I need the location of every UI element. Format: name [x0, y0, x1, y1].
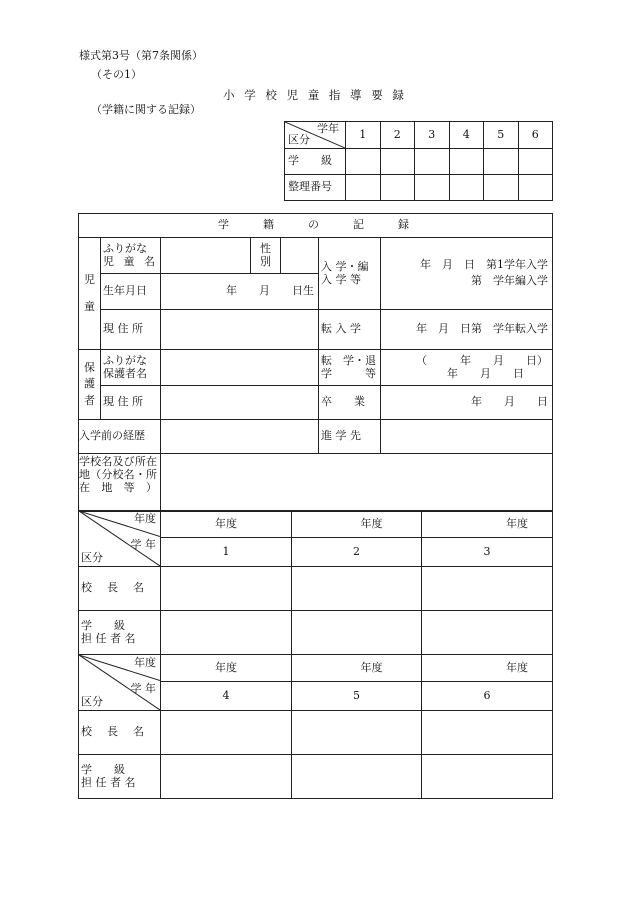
- grade-header-5: 5: [484, 122, 519, 149]
- year-header: 年度: [422, 655, 553, 682]
- transfer-in-field[interactable]: 年 月 日第 学年転入学: [381, 310, 553, 350]
- reference-number-cell[interactable]: [346, 175, 381, 201]
- sex-label: 性別: [251, 238, 281, 274]
- next-school-field[interactable]: [381, 420, 553, 454]
- principal-table-2: [78, 654, 553, 799]
- page-title: 小 学 校 児 童 指 導 要 録: [223, 88, 407, 102]
- child-address-field[interactable]: [161, 310, 319, 350]
- teacher-field[interactable]: [422, 611, 553, 655]
- teacher-field[interactable]: [161, 755, 292, 799]
- enrollment-record-table: [78, 213, 553, 512]
- teacher-field[interactable]: [292, 611, 422, 655]
- prior-history-label: 入学前の経歴: [79, 420, 161, 454]
- grade-header-6: 6: [518, 122, 553, 149]
- class-cell[interactable]: [346, 149, 381, 175]
- record-title: 学 籍 の 記 録: [79, 214, 553, 238]
- child-section-label: 児 童: [79, 238, 101, 350]
- principal-label: 校 長 名: [79, 711, 161, 755]
- grade-label: 1: [161, 538, 292, 567]
- next-school-label: 進 学 先: [319, 420, 381, 454]
- reference-number-label: 整理番号: [285, 175, 346, 201]
- class-cell[interactable]: [415, 149, 450, 175]
- class-cell[interactable]: [518, 149, 553, 175]
- grade-header-1: 1: [346, 122, 381, 149]
- reference-number-cell[interactable]: [449, 175, 484, 201]
- transfer-in-label: 転 入 学: [319, 310, 381, 350]
- principal-field[interactable]: [161, 567, 292, 611]
- grade-label: 3: [422, 538, 553, 567]
- school-name-field[interactable]: [161, 454, 553, 512]
- guardian-address-label: 現 住 所: [101, 386, 161, 420]
- principal-field[interactable]: [292, 567, 422, 611]
- enrollment-label: 入 学・編 入 学 等: [319, 238, 381, 310]
- graduation-label: 卒 業: [319, 386, 381, 420]
- year-header: 年度: [292, 655, 422, 682]
- child-address-label: 現 住 所: [101, 310, 161, 350]
- grade-header-4: 4: [449, 122, 484, 149]
- guardian-name-field[interactable]: [161, 350, 319, 386]
- principal-field[interactable]: [422, 567, 553, 611]
- guardian-address-field[interactable]: [161, 386, 319, 420]
- principal-field[interactable]: [161, 711, 292, 755]
- form-sub-number: （その1）: [91, 68, 142, 81]
- corner-section-label: 区分: [288, 133, 310, 147]
- enrollment-field[interactable]: 年 月 日 第1学年入学 第 学年編入学: [381, 238, 553, 310]
- year-header: 年度: [292, 511, 422, 538]
- class-cell[interactable]: [449, 149, 484, 175]
- year-header: 年度: [161, 511, 292, 538]
- reference-number-cell[interactable]: [518, 175, 553, 201]
- principal-field[interactable]: [422, 711, 553, 755]
- birth-date-label: 生年月日: [101, 274, 161, 310]
- teacher-field[interactable]: [161, 611, 292, 655]
- prior-history-field[interactable]: [161, 420, 319, 454]
- corner-grade-label: 学年: [317, 122, 339, 135]
- class-cell[interactable]: [380, 149, 415, 175]
- grade-header-3: 3: [415, 122, 450, 149]
- principal-table-1: [78, 510, 553, 655]
- grade-label: 5: [292, 682, 422, 711]
- reference-number-cell[interactable]: [380, 175, 415, 201]
- child-name-label: ふりがな 児 童 名: [101, 238, 161, 274]
- grade-class-table: [284, 121, 553, 201]
- principal-label: 校 長 名: [79, 567, 161, 611]
- grade-label: 2: [292, 538, 422, 567]
- year-header: 年度: [161, 655, 292, 682]
- teacher-field[interactable]: [422, 755, 553, 799]
- grade-header-2: 2: [380, 122, 415, 149]
- principal-field[interactable]: [292, 711, 422, 755]
- principal-table-corner: 年度 学 年 区分: [79, 511, 161, 567]
- form-number: 様式第3号（第7条関係）: [79, 49, 203, 62]
- reference-number-cell[interactable]: [415, 175, 450, 201]
- guardian-name-label: ふりがな 保護者名: [101, 350, 161, 386]
- guardian-section-label: 保 護 者: [79, 350, 101, 420]
- grade-label: 4: [161, 682, 292, 711]
- reference-number-cell[interactable]: [484, 175, 519, 201]
- teacher-label: 学 級 担 任 者 名: [79, 611, 161, 655]
- grade-table-corner: [285, 122, 346, 149]
- class-cell[interactable]: [484, 149, 519, 175]
- transfer-out-label: 転 学・退 学 等: [319, 350, 381, 386]
- sex-field[interactable]: [281, 238, 319, 274]
- transfer-out-field[interactable]: （ 年 月 日） 年 月 日: [381, 350, 553, 386]
- graduation-field[interactable]: 年 月 日: [381, 386, 553, 420]
- birth-date-field[interactable]: 年 月 日生: [161, 274, 319, 310]
- teacher-label: 学 級 担 任 者 名: [79, 755, 161, 799]
- teacher-field[interactable]: [292, 755, 422, 799]
- section-label: （学籍に関する記録）: [91, 103, 201, 116]
- school-name-label: 学校名及び所在地（分校名・所在地等）: [79, 454, 161, 512]
- class-row-label: 学 級: [285, 149, 346, 175]
- year-header: 年度: [422, 511, 553, 538]
- principal-table-corner: 年度 学 年 区分: [79, 655, 161, 711]
- grade-label: 6: [422, 682, 553, 711]
- child-name-field[interactable]: [161, 238, 251, 274]
